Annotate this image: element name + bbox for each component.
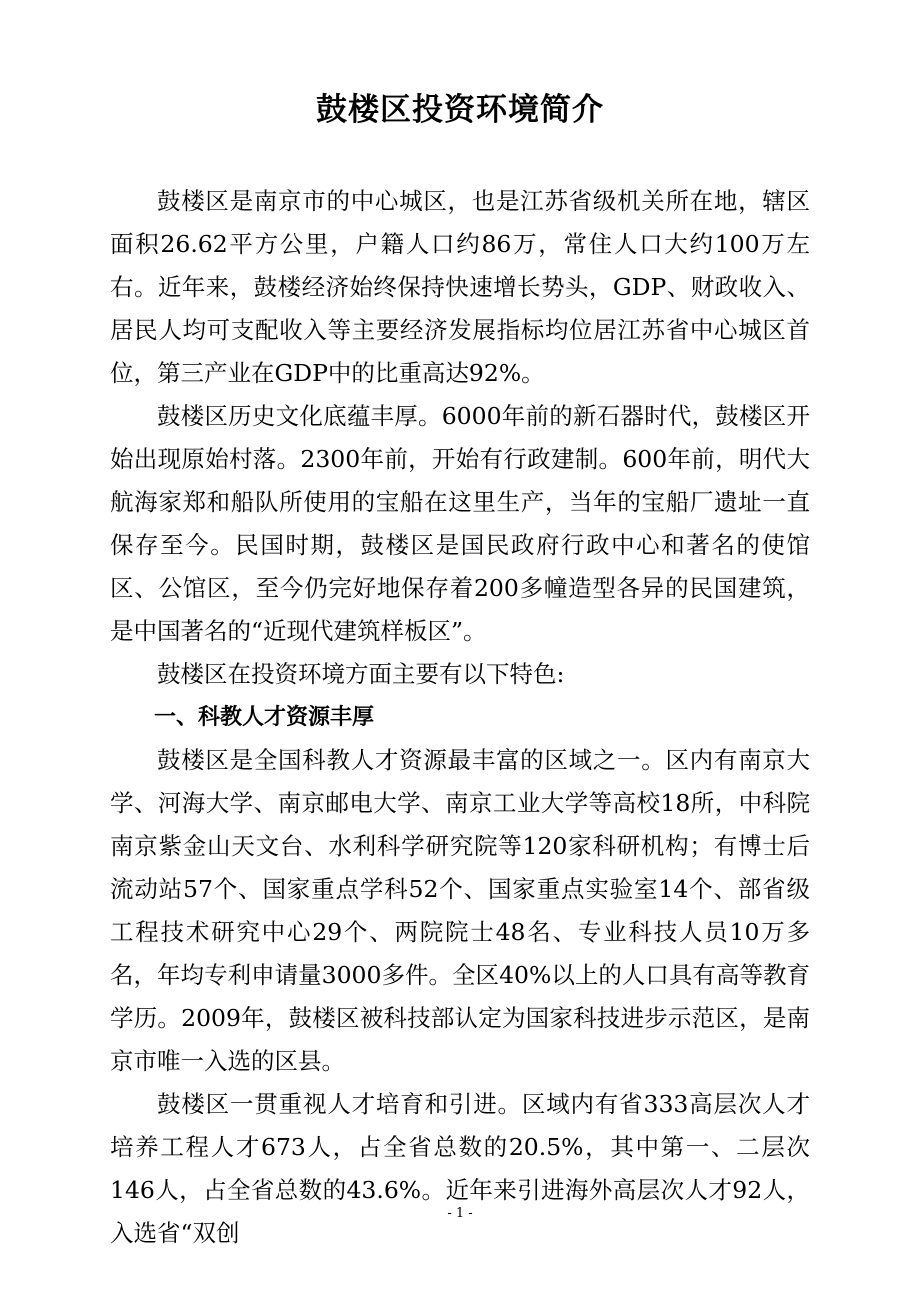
page-number: - 1 - — [447, 1206, 473, 1221]
document-body — [110, 180, 810, 1255]
section-heading-science-education: 一、科教人才资源丰厚 — [154, 705, 375, 730]
paragraph-overview: 鼓楼区是南京市的中心城区，也是江苏省级机关所在地，辖区面积26.62平方公里，户籍人口约86万，常住人口大约100万左右。近年来，鼓楼经济始终保持快速增长势头，GDP、财政收入、居民人均可支配收入等主要经济发展指标均位居江苏省中心城区首位，第三产业在GDP中的比重高达92%。 — [110, 187, 810, 387]
paragraph-features-intro: 鼓楼区在投资环境方面主要有以下特色: — [157, 660, 565, 688]
paragraph-science-resources: 鼓楼区是全国科教人才资源最丰富的区域之一。区内有南京大学、河海大学、南京邮电大学、南京工业大学等高校18所，中科院南京紫金山天文台、水利科学研究院等120家科研机构；有博士后流动站57个、国家重点学科52个、国家重点实验室14个、部省级工程技术研究中心29个、两院院士48名、专业科技人员10万多名，年均专利申请量3000多件。全区40%以上的人口具有高等教育学历。2009年，鼓楼区被科技部认定为国家科技进步示范区，是南京市唯一入选的区县。 — [110, 746, 810, 1075]
paragraph-talent-cultivation: 鼓楼区一贯重视人才培育和引进。区域内有省333高层次人才培养工程人才673人，占全省总数的20.5%，其中第一、二层次146人，占全省总数的43.6%。近年来引进海外高层次人才92人，入选省“双创 — [110, 1090, 810, 1247]
paragraph-history: 鼓楼区历史文化底蕴丰厚。6000年前的新石器时代，鼓楼区开始出现原始村落。2300年前，开始有行政建制。600年前，明代大航海家郑和船队所使用的宝船在这里生产，当年的宝船厂遗址一直保存至今。民国时期，鼓楼区是国民政府行政中心和著名的使馆区、公馆区，至今仍完好地保存着200多幢造型各异的民国建筑，是中国著名的“近现代建筑样板区”。 — [110, 402, 810, 645]
page-title: 鼓楼区投资环境简介 — [316, 92, 604, 128]
